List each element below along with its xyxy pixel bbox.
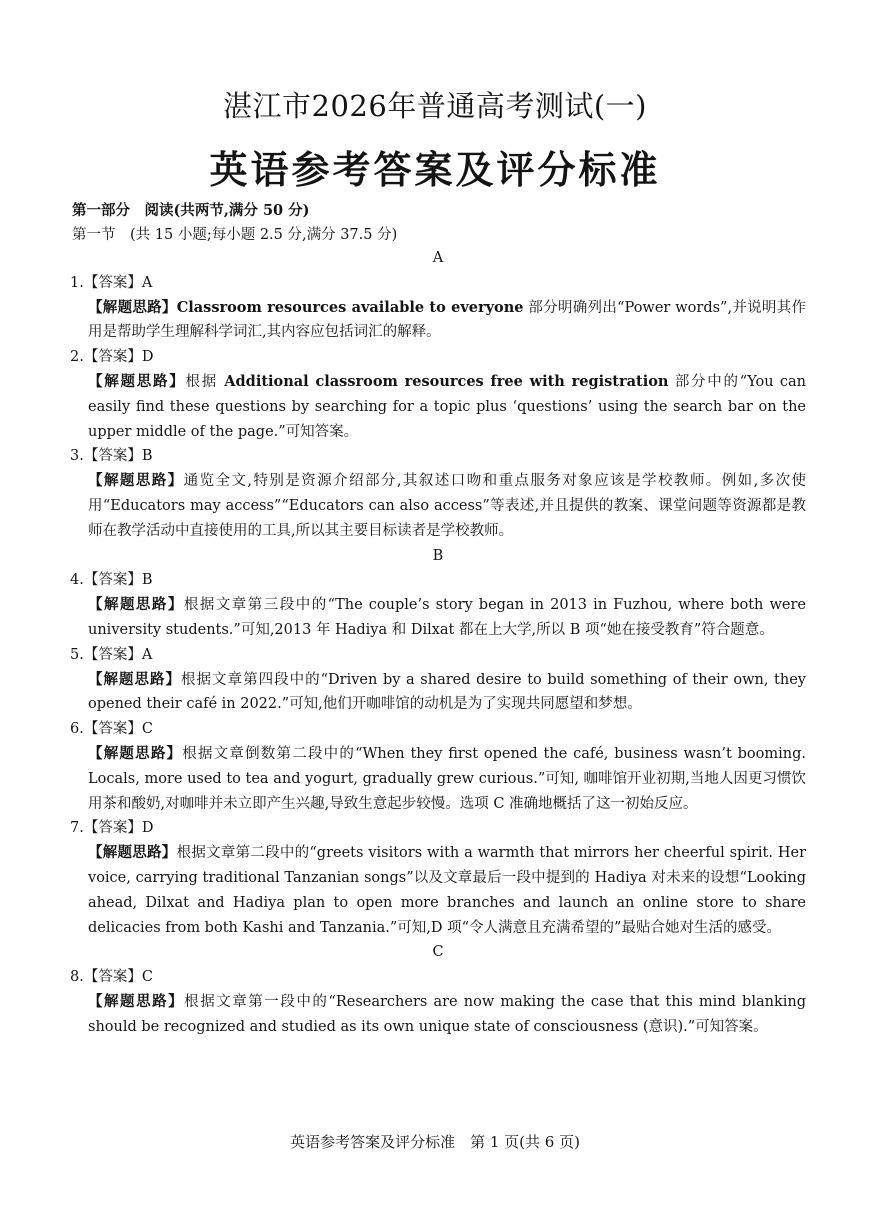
question-2-explanation bbox=[70, 370, 806, 444]
question-number: 5. bbox=[70, 646, 84, 663]
explanation-text: 根据文章倒数第二段中的“When they first opened the café, business wasn’t booming. Locals, more used to tea and yogurt, gradually grew curious.”可知, 咖啡馆开业初期,当地人因更习惯饮用茶和酸奶,对咖啡并未立即产生兴趣,导致生意起步较慢。选项 C 准确地概括了这一初始反应。 bbox=[88, 745, 806, 812]
answer-label: 【答案】C bbox=[83, 969, 153, 986]
question-number: 3. bbox=[70, 448, 84, 465]
explanation-label: 【解题思路】 bbox=[88, 992, 185, 1010]
section-heading: 第一节 (共 15 小题;每小题 2.5 分,满分 37.5 分) bbox=[72, 227, 398, 243]
question-1-explanation bbox=[70, 296, 806, 346]
explanation-label: 【解题思路】 bbox=[88, 298, 177, 316]
passage-label-a: A bbox=[432, 250, 444, 266]
question-number: 8. bbox=[70, 969, 84, 986]
part-heading: 第一部分 阅读(共两节,满分 50 分) bbox=[72, 202, 310, 219]
question-7-explanation bbox=[70, 841, 806, 940]
question-2-answer bbox=[70, 345, 806, 370]
question-5-answer bbox=[70, 643, 806, 668]
explanation-label: 【解题思路】 bbox=[88, 844, 177, 862]
explanation-bold-text: Additional classroom resources free with registration bbox=[224, 372, 669, 390]
explanation-text: 部分中的“You can easily find these questions by searching for a topic plus ‘questions’ using the search bar on the upper middle of the page.”可知答案。 bbox=[88, 373, 807, 440]
explanation-label: 【解题思路】 bbox=[88, 472, 184, 490]
question-3-answer bbox=[70, 444, 806, 469]
question-number: 6. bbox=[70, 721, 84, 738]
question-number: 1. bbox=[70, 274, 84, 291]
explanation-text: 根据文章第三段中的“The couple’s story began in 2013 in Fuzhou, where both were university students.”可知,2013 年 Hadiya 和 Dilxat 都在上大学,所以 B 项“她在接受教育”符合题意。 bbox=[88, 597, 806, 638]
explanation-label: 【解题思路】 bbox=[88, 596, 184, 614]
question-number: 4. bbox=[70, 572, 84, 589]
question-4-answer bbox=[70, 568, 806, 593]
question-7-answer bbox=[70, 816, 806, 841]
question-8-answer bbox=[70, 965, 806, 990]
question-number: 2. bbox=[70, 349, 84, 366]
question-1-answer bbox=[70, 271, 806, 296]
explanation-text: 根据文章第一段中的“Researchers are now making the case that this mind blanking should be recognized and studied as its own unique state of consciousness (意识).”可知答案。 bbox=[88, 993, 807, 1035]
passage-label-c: C bbox=[432, 944, 444, 961]
answers-content bbox=[70, 246, 806, 1040]
answer-label: 【答案】D bbox=[83, 349, 154, 366]
passage-label-b: B bbox=[432, 547, 444, 564]
question-6-answer bbox=[70, 717, 806, 742]
explanation-text: 根据文章第二段中的“greets visitors with a warmth that mirrors her cheerful spirit. Her voice, carrying traditional Tanzanian songs”以及文章最后一段中提到的 Hadiya 对未来的设想“Looking ahead, Dilxat and Hadiya plan to open more branches and launch an online store to share delicacies from both Kashi and Tanzania.”可知,D 项“令人满意且充满希望的”最贴合她对生活的感受。 bbox=[88, 845, 806, 936]
page-footer: 英语参考答案及评分标准 第 1 页(共 6 页) bbox=[290, 1133, 580, 1151]
answer-label: 【答案】A bbox=[83, 646, 153, 663]
explanation-label: 【解题思路】 bbox=[88, 372, 186, 390]
question-3-explanation bbox=[70, 469, 806, 543]
exam-title: 湛江市2026年普通高考测试(一) bbox=[223, 89, 647, 123]
answer-label: 【答案】B bbox=[83, 448, 153, 465]
explanation-prefix: 根据 bbox=[185, 373, 225, 390]
explanation-label: 【解题思路】 bbox=[88, 744, 183, 762]
question-8-explanation bbox=[70, 990, 806, 1040]
explanation-label: 【解题思路】 bbox=[88, 670, 182, 688]
explanation-text: 通览全文,特别是资源介绍部分,其叙述口吻和重点服务对象应该是学校教师。例如,多次使用“Educators may access”“Educators can also access”等表述,并且提供的教案、课堂问题等资源都是教师在教学活动中直接使用的工具,所以其主要目标读者是学校教师。 bbox=[88, 473, 807, 539]
answer-label: 【答案】B bbox=[83, 572, 153, 589]
question-4-explanation bbox=[70, 593, 806, 643]
explanation-text: 根据文章第四段中的“Driven by a shared desire to build something of their own, they opened their café in 2022.”可知,他们开咖啡馆的动机是为了实现共同愿望和梦想。 bbox=[88, 671, 806, 713]
explanation-text: 部分明确列出“Power words”,并说明其作用是帮助学生理解科学词汇,其内容应包括词汇的解释。 bbox=[88, 299, 806, 341]
answer-label: 【答案】D bbox=[83, 820, 154, 837]
answer-label: 【答案】C bbox=[83, 721, 153, 738]
answer-label: 【答案】A bbox=[83, 274, 153, 291]
question-number: 7. bbox=[70, 820, 84, 837]
question-6-explanation bbox=[70, 742, 806, 816]
document-title: 英语参考答案及评分标准 bbox=[209, 147, 661, 192]
question-5-explanation bbox=[70, 668, 806, 718]
explanation-bold-text: Classroom resources available to everyone bbox=[176, 298, 524, 316]
